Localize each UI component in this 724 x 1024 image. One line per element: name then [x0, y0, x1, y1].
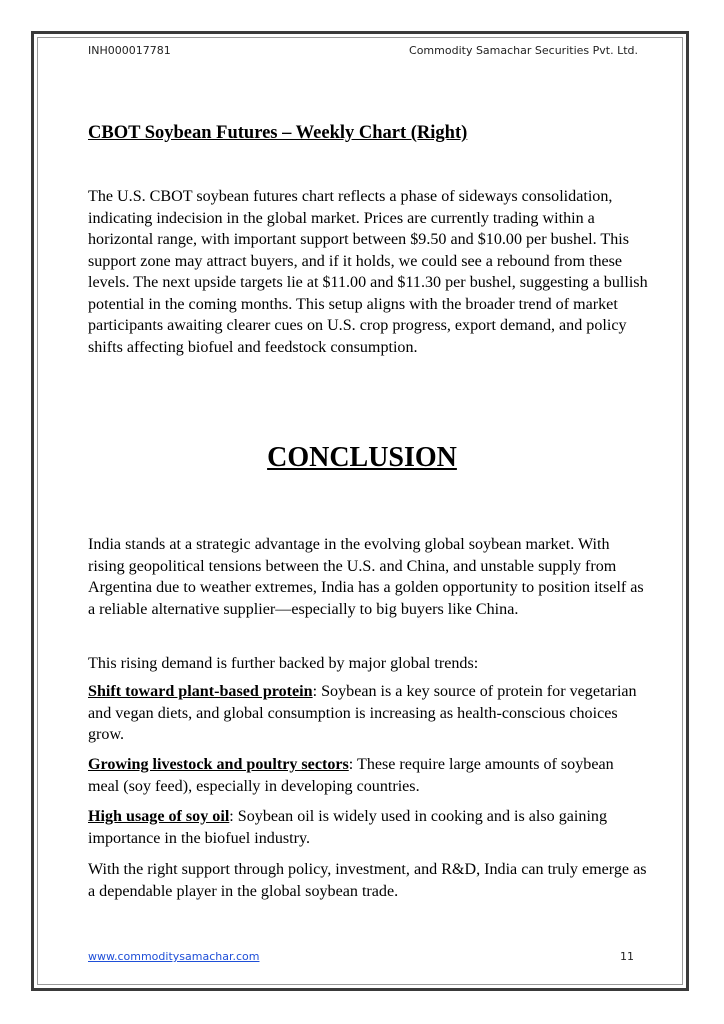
- conclusion-closing: With the right support through policy, investment, and R&D, India can truly emerge as a dependable player in the global soybean trade.: [88, 861, 647, 900]
- section-paragraph: The U.S. CBOT soybean futures chart reflects a phase of sideways consolidation, indicating indecision in the global market. Prices are currently trading within a horizontal range, with important support between $9.50 and $10.00 per bushel. This support zone may attract buyers, and if it holds, we could see a rebound from these levels. The next upside targets lie at $11.00 and $11.30 per bushel, suggesting a bullish potential in the coming months. This setup aligns with the broader trend of market participants awaiting clearer cues on U.S. crop progress, export demand, and policy shifts affecting biofuel and feedstock consumption.: [88, 188, 648, 356]
- header-company-name: Commodity Samachar Securities Pvt. Ltd.: [409, 44, 638, 57]
- footer-website-link[interactable]: www.commoditysamachar.com: [88, 950, 260, 963]
- trend-text: : Soybean oil is widely used in cooking and is also gaining importance in the biofuel industry.: [88, 808, 608, 847]
- trend-lead: Growing livestock and poultry sectors: [88, 756, 349, 773]
- page-number: 11: [620, 950, 634, 963]
- trend-item: [88, 754, 648, 797]
- trends-intro: This rising demand is further backed by major global trends:: [88, 655, 479, 672]
- header-registration-number: INH000017781: [88, 44, 171, 57]
- trend-lead: High usage of soy oil: [88, 808, 230, 825]
- trend-text: : These require large amounts of soybean meal (soy feed), especially in developing countries.: [88, 756, 614, 795]
- section-title: CBOT Soybean Futures – Weekly Chart (Right): [88, 123, 468, 143]
- trend-item: [88, 681, 648, 746]
- conclusion-intro: India stands at a strategic advantage in the evolving global soybean market. With rising geopolitical tensions between the U.S. and China, and unstable supply from Argentina due to weather extremes, India has a golden opportunity to position itself as a reliable alternative supplier—especially to big buyers like China.: [88, 536, 644, 618]
- trend-lead: Shift toward plant-based protein: [88, 683, 313, 700]
- trend-item: [88, 806, 648, 849]
- trend-text: : Soybean is a key source of protein for vegetarian and vegan diets, and global consumption is increasing as health-conscious choices grow.: [88, 683, 637, 743]
- conclusion-heading: CONCLUSION: [267, 442, 457, 473]
